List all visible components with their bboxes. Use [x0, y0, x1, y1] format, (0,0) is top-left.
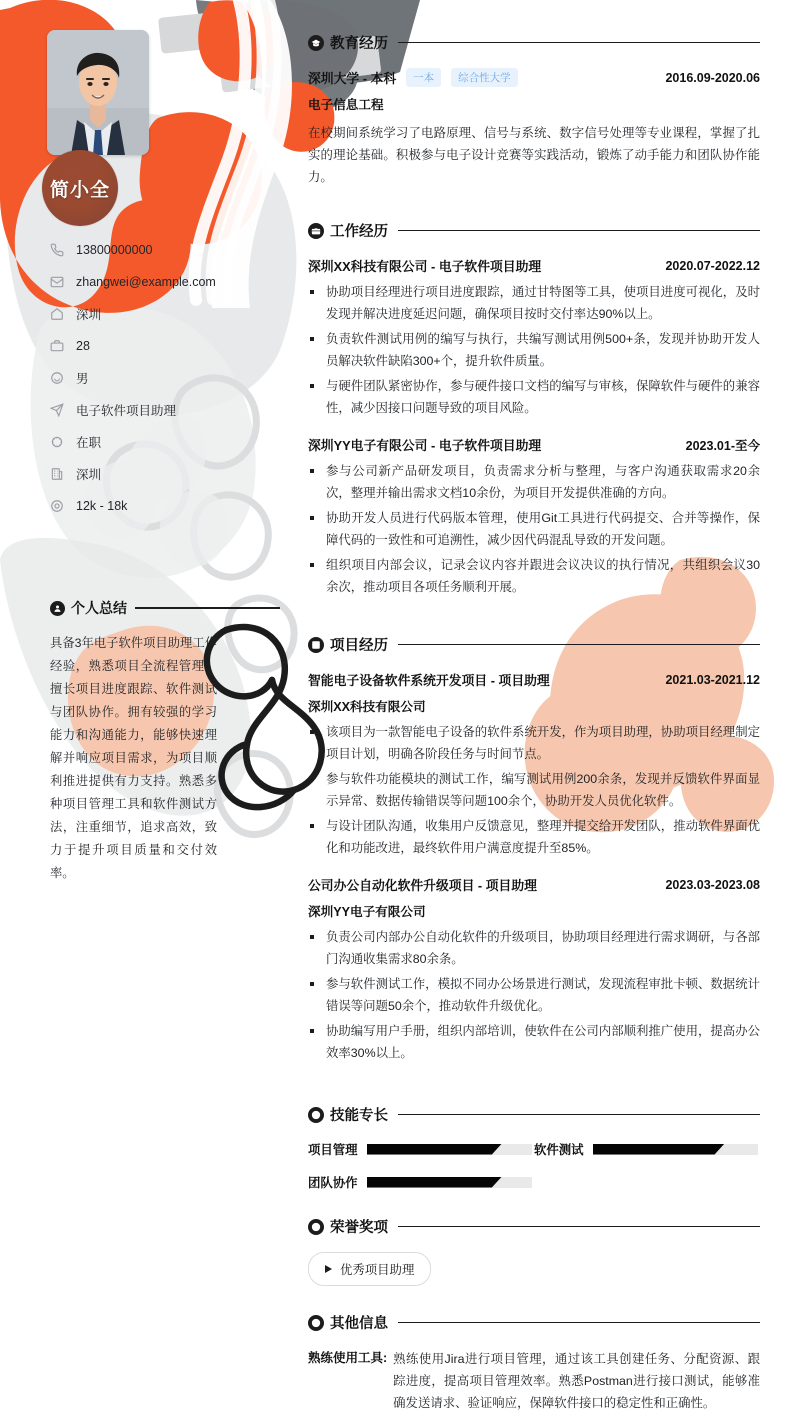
work-entry [308, 256, 760, 419]
divider [398, 230, 760, 232]
name-badge [42, 150, 118, 226]
work-section [308, 220, 760, 598]
bullet-item: 该项目为一款智能电子设备的软件系统开发，作为项目助理，协助项目经理制定项目计划，明确各阶段任务与时间节点。 [308, 721, 760, 765]
education-entry-header [308, 68, 760, 87]
other-info-section-header [308, 1312, 760, 1333]
contact-value: 28 [76, 339, 90, 353]
contact-item-status [50, 428, 290, 456]
education-tag: 综合性大学 [451, 68, 518, 87]
summary-heading: 个人总结 [71, 600, 127, 616]
other-info-text: 熟练使用Jira进行项目管理，通过该工具创建任务、分配资源、跟踪进度，提高项目管理效率。熟悉Postman进行接口测试，能够准确发送请求、验证响应，保障软件接口的稳定性和正确性。 [393, 1352, 760, 1410]
avatar [47, 30, 149, 155]
honors-list [308, 1252, 760, 1286]
honors-section [308, 1216, 760, 1286]
skill-name: 软件测试 [534, 1143, 584, 1157]
contact-value: 深圳 [76, 308, 102, 322]
project-bullets [308, 926, 760, 1064]
project-entry-header [308, 670, 760, 689]
work-bullets [308, 281, 760, 419]
status-icon [50, 434, 70, 450]
contact-list [50, 236, 290, 524]
main-content [308, 0, 760, 1414]
honor-label: 优秀项目助理 [340, 1263, 415, 1277]
skill-bar-track [593, 1144, 758, 1155]
contact-value: 13800000000 [76, 243, 153, 257]
divider [398, 1322, 760, 1324]
skill-bar-fill [367, 1177, 502, 1188]
contact-value: 男 [76, 372, 89, 386]
project-date: 2021.03-2021.12 [665, 672, 760, 687]
bullet-item: 与硬件团队紧密协作，参与硬件接口文档的编写与审核，保障软件与硬件的兼容性，减少因接口问题导致的项目风险。 [308, 375, 760, 419]
paper-plane-icon [50, 402, 70, 418]
project-entry [308, 670, 760, 859]
contact-item-position [50, 396, 290, 424]
envelope-icon [50, 274, 70, 290]
skill-name: 项目管理 [308, 1143, 358, 1157]
divider [135, 607, 280, 609]
education-date: 2016.09-2020.06 [665, 70, 760, 85]
home-icon [50, 306, 70, 322]
project-company: 深圳XX科技有限公司 [308, 700, 426, 714]
bullet-item: 参与软件功能模块的测试工作，编写测试用例200余条，发现并反馈软件界面显示异常、数据传输错误等问题100余个，协助开发人员优化软件。 [308, 768, 760, 812]
honors-section-header [308, 1216, 760, 1237]
project-entry [308, 875, 760, 1064]
work-entry-header [308, 256, 760, 275]
work-heading: 工作经历 [330, 224, 388, 240]
contact-value: 电子软件项目助理 [76, 404, 177, 418]
education-section-header [308, 32, 760, 53]
bullet-item: 负责公司内部办公自动化软件的升级项目，协助项目经理进行需求调研，与各部门沟通收集需求80余条。 [308, 926, 760, 970]
contact-item-salary [50, 492, 290, 520]
work-entry [308, 435, 760, 598]
education-tag: 一本 [406, 68, 441, 87]
work-bullets [308, 460, 760, 598]
skills-heading: 技能专长 [330, 1108, 388, 1124]
projects-section [308, 634, 760, 1064]
gender-icon [50, 370, 70, 386]
contact-item-gender [50, 364, 290, 392]
contact-item-age [50, 332, 290, 360]
project-entry-header [308, 875, 760, 894]
bullet-item: 协助项目经理进行项目进度跟踪，通过甘特图等工具，使项目进度可视化，及时发现并解决进度延迟问题，确保项目按时交付率达90%以上。 [308, 281, 760, 325]
project-company: 深圳YY电子有限公司 [308, 905, 426, 919]
work-company-role: 深圳YY电子有限公司 - 电子软件项目助理 [308, 438, 542, 453]
play-triangle-icon [325, 1265, 332, 1273]
projects-heading: 项目经历 [330, 638, 388, 654]
contact-value: zhangwei@example.com [76, 275, 216, 289]
grid-icon [308, 637, 324, 653]
skill-item [534, 1140, 760, 1158]
summary-text: 具备3年电子软件项目助理工作经验，熟悉项目全流程管理，擅长项目进度跟踪、软件测试与团队协作。拥有较强的学习能力和沟通能力，能够快速理解并响应项目需求，为项目顺利推进提供有力支持。熟悉多种项目管理工具和软件测试方法，注重细节，追求高效，致力于提升项目质量和交付效率。 [50, 636, 217, 880]
work-entry-header [308, 435, 760, 454]
skills-section-header [308, 1104, 760, 1125]
bullet-item: 协助编写用户手册，组织内部培训，使软件在公司内部顺利推广使用，提高办公效率30%以上。 [308, 1020, 760, 1064]
skill-item [308, 1140, 534, 1158]
honor-item[interactable] [308, 1252, 431, 1286]
contact-item-email [50, 268, 290, 296]
skills-grid [308, 1140, 760, 1206]
other-info-section [308, 1312, 760, 1414]
bullet-item: 参与软件测试工作，模拟不同办公场景进行测试，发现流程审批卡顿、数据统计错误等问题50余个，推动软件升级优化。 [308, 973, 760, 1017]
work-company-role: 深圳XX科技有限公司 - 电子软件项目助理 [308, 259, 542, 274]
briefcase-icon [50, 338, 70, 354]
contact-item-city [50, 300, 290, 328]
sidebar [0, 0, 300, 1328]
divider [398, 42, 760, 44]
project-title: 智能电子设备软件系统开发项目 - 项目助理 [308, 673, 550, 688]
contact-item-phone [50, 236, 290, 264]
other-info-heading: 其他信息 [330, 1316, 388, 1332]
skill-bar-track [367, 1177, 532, 1188]
bullet-item: 负责软件测试用例的编写与执行，共编写测试用例500+条，发现并协助开发人员解决软件缺陷300+个，提升软件质量。 [308, 328, 760, 372]
target-icon [50, 498, 70, 514]
contact-value: 12k - 18k [76, 499, 128, 513]
divider [398, 1226, 760, 1228]
skill-bar-fill [367, 1144, 502, 1155]
contact-value: 深圳 [76, 468, 102, 482]
project-bullets [308, 721, 760, 859]
skills-section [308, 1104, 760, 1206]
work-date: 2023.01-至今 [685, 438, 760, 453]
graduation-icon [308, 35, 324, 51]
project-date: 2023.03-2023.08 [665, 877, 760, 892]
education-description: 在校期间系统学习了电路原理、信号与系统、数字信号处理等专业课程，掌握了扎实的理论基础。积极参与电子设计竞赛等实践活动，锻炼了动手能力和团队协作能力。 [308, 126, 760, 184]
portrait-illustration [47, 30, 149, 155]
briefcase-icon [308, 223, 324, 239]
summary-section-header [50, 598, 280, 618]
bullet-item: 参与公司新产品研发项目，负责需求分析与整理，与客户沟通获取需求20余次，整理并输出需求文档10余份，为项目开发提供准确的方向。 [308, 460, 760, 504]
profile-name: 简小全 [49, 179, 110, 201]
skill-bar-fill [593, 1144, 725, 1155]
other-info-label: 熟练使用工具: [308, 1351, 388, 1365]
bullet-item: 组织项目内部会议，记录会议内容并跟进会议决议的执行情况，共组织会议30余次，推动项目各项任务顺利开展。 [308, 554, 760, 598]
honors-heading: 荣誉奖项 [330, 1220, 388, 1236]
medal-icon [308, 1219, 324, 1235]
divider [398, 1114, 760, 1116]
skill-bar-track [367, 1144, 532, 1155]
bullet-item: 协助开发人员进行代码版本管理，使用Git工具进行代码提交、合并等操作，保障代码的一致性和可追溯性，减少因代码混乱导致的开发问题。 [308, 507, 760, 551]
divider [398, 644, 760, 646]
bullet-item: 与设计团队沟通，收集用户反馈意见，整理并提交给开发团队，推动软件界面优化和功能改进，最终软件用户满意度提升至85%。 [308, 815, 760, 859]
education-heading: 教育经历 [330, 36, 388, 52]
contact-value: 在职 [76, 436, 102, 450]
project-title: 公司办公自动化软件升级项目 - 项目助理 [308, 878, 537, 893]
person-icon [50, 601, 65, 616]
education-section [308, 32, 760, 188]
building-icon [50, 466, 70, 482]
education-school: 深圳大学 - 本科 [308, 71, 397, 86]
other-info-row [308, 1348, 760, 1414]
work-section-header [308, 220, 760, 241]
education-major: 电子信息工程 [308, 98, 384, 112]
skill-name: 团队协作 [308, 1176, 358, 1190]
contact-item-work-city [50, 460, 290, 488]
education-entry [308, 68, 760, 188]
phone-icon [50, 242, 70, 258]
work-date: 2020.07-2022.12 [665, 258, 760, 273]
chart-icon [308, 1107, 324, 1123]
skill-item [308, 1173, 534, 1191]
info-icon [308, 1315, 324, 1331]
projects-section-header [308, 634, 760, 655]
